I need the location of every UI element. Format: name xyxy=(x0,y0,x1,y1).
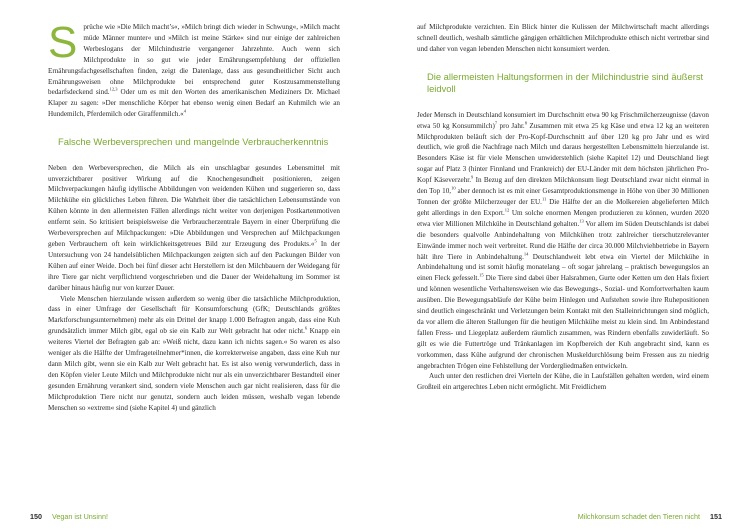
body-text: Jeder Mensch in Deutschland konsumiert im Durchschnitt etwa 90 kg Frischmilcherzeugnisse (davon etwa 50 kg Konsummilch) xyxy=(417,110,709,130)
body-text: Die Hälfte der an die Molkereien abgelieferten Milch geht allerdings in den Export. xyxy=(417,197,710,217)
running-title: Vegan ist Unsinn! xyxy=(52,512,108,521)
intro-paragraph xyxy=(48,18,340,120)
body-text: aber dennoch ist es mit einer Gesamtproduktionsmenge in Höhe von über 30 Millionen Tonnen der größte Milcherzeuger der EU. xyxy=(417,187,709,206)
body-text: In Bezug auf den direkten Milchkonsum liegt Deutschland zwar nicht einmal in den Top 10, xyxy=(417,176,709,196)
footnote-ref: 12 xyxy=(504,207,510,213)
body-paragraph xyxy=(48,294,340,414)
body-text: Neben den Werbeversprechen, die Milch als ein unschlagbar gesundes Lebensmittel mit unverzichtbarer positiver Wirkung auf die Knochengesundheit positionieren, zeigen Milchverpackungen häufig idyllische Abbildungen von weidenden Kühen und suggerieren so, dass Milchkühe ein glückliches Leben führen. Die Wahrheit über die tatsächlichen Lebensumstände von Kühen könnte in den allermeisten Fällen allerdings nicht weiter von derjenigen Postkartenmotiven entfernt sein. So kritisiert beispielsweise die Verbraucherzentrale Bayern in einer Überprüfung die Werbeversprechen auf Milchpackungen: »Die Abbildungen und Versprechen auf Milchpackungen geben Verbrauchern oft kein wirklichkeitsgetreues Bild zur Erzeugung des Produkts.« xyxy=(48,163,340,248)
body-text: Die Tiere sind dabei über Halsrahmen, Gurte oder Ketten um den Hals fixiert und können wesentliche Verhaltensweisen wie das Bewegungs-, Sozial- und Komfortverhalten kaum ausüben. Die Bewegungsabläufe der Kühe beim Hinlegen und Aufstehen sowie ihre Ruhepositionen sind deutlich eingeschränkt und Verletzungen beim Kontakt mit den Stalleinrichtungen sind möglich, da vor allem die älteren Stallungen für die heutigen Milchkühe meist zu klein sind. Im Anbindestand fallen Fress- und Liegeplatz außerdem räumlich zusammen, was Rindern ebenfalls zuwiderläuft. So gilt es wie die Futtertröge und Tränkanlagen im Kopfbereich der Kuh angebracht sind, kann es vorkommen, dass Kühe aufgrund der chronischen Muskeldurchlösung beim Fressen aus zu niedrig angebrachten Trögen eine Fehlstellung der Vordergliedmaßen entwickeln. xyxy=(417,274,709,370)
right-text-column xyxy=(417,22,709,393)
footnote-ref: 5 xyxy=(314,238,317,244)
footnote-ref: 9 xyxy=(471,174,474,180)
left-text-column xyxy=(48,18,341,414)
body-text: Viele Menschen hierzulande wissen außerdem so wenig über die tatsächliche Milchproduktion, dass in einer Umfrage der Gesellschaft für Konsumforschung (GfK; Deutschlands größtes Marktforschungsunternehmen) mehr als ein Drittel der knapp 1.000 Befragten angab, dass eine Kuh grundsätzlich immer Milch gibt, egal ob sie ein Kalb zur Welt gebracht hat oder nicht. xyxy=(48,294,340,336)
footnote-ref: 7 xyxy=(494,120,498,126)
body-text: In der Untersuchung von 24 handelsüblichen Milchpackungen zeigten sich auf den Packungen Bilder von Kühen auf einer Weide. Doch bei fünf dieser acht Herstellern ist den Milchbauern der Weidegang für ihre Tiere gar nicht verpflichtend vorgeschrieben und die Dauer der Weidehaltung im Sommer ist darüber hinaus häufig nur von kurzer Dauer. xyxy=(48,240,341,292)
section-heading-haltungsformen: Die allermeisten Haltungsformen in der Milchindustrie sind äußerst leidvoll xyxy=(427,70,704,95)
page-number: 151 xyxy=(710,512,722,521)
body-text: pro Jahr. xyxy=(497,121,525,130)
section-heading-werbeversprechen: Falsche Werbeversprechen und mangelnde Verbraucherkenntnis xyxy=(58,136,329,148)
footnote-ref: 8 xyxy=(524,120,527,126)
footnote-ref: 6 xyxy=(304,325,308,331)
body-text: Zusammen mit etwa 25 kg Käse und etwa 12 kg an weiteren Milchprodukten beläuft sich der Pro-Kopf-Durchschnitt auf über 120 kg pro Jahr und es wird deutlich, wie groß die Nachfrage nach Milch und daraus hergestellten Lebensmitteln hierzulande ist. Besonders Käse ist für viele Menschen unwiderstehlich (siehe Kapitel 12) und Deutschland liegt sogar auf Platz 3 (hinter Finnland und Frankreich) der EU-Länder mit dem höchsten jährlichen Pro-Kopf Käseverzehr. xyxy=(417,121,709,185)
right-footer xyxy=(578,512,722,522)
right-page xyxy=(375,0,750,529)
footnote-ref: 4 xyxy=(183,108,186,114)
footnote-ref: 15 xyxy=(479,272,484,278)
footnote-ref: 11 xyxy=(541,196,547,202)
body-text: auf Milchprodukte verzichten. Ein Blick hinter die Kulissen der Milchwirtschaft macht allerdings schnell deutlich, weshalb sämtliche gängigen erhältlichen Milchprodukte ethisch nicht vertretbar sind und daher von vegan lebenden Menschen nicht konsumiert werden. xyxy=(417,23,709,53)
body-text: Vor allem im Süden Deutschlands ist dabei die besonders qualvolle Anbindehaltung von Milchkühen trotz zahlreicher tierschutzrelevanter Einwände immer noch weit verbreitet. Rund die Hälfte der circa 30.000 Milchviehbetriebe in Bayern hält ihre Tiere in Anbindehaltung. xyxy=(417,219,709,261)
footnote-ref: 10 xyxy=(451,185,456,191)
body-text: Deutschlandweit lebt etwa ein Viertel der Milchkühe in Anbindehaltung und ist somit häufig monatelang – oft sogar jahrelang – praktisch bewegungslos an einen Fleck gefesselt. xyxy=(417,252,709,283)
body-paragraph xyxy=(417,110,709,372)
footnote-ref: 13 xyxy=(579,218,584,224)
drop-cap-letter: S xyxy=(48,18,78,67)
intro-text: prüche wie »Die Milch macht’s«, »Milch bringt dich wieder in Schwung«, »Milch macht müde Männer munter« und »Milch ist meine Stärke« sind nur einige der zahlreichen Werbeslogans der Milchindustrie vergangener Jahrzehnte. Auch wenn sich Milchprodukte in so gut wie jeder Ernährungsempfehlung der offiziellen Ernährungsfachgesellschaften finden, zeigt die Datenlage, dass aus gesundheitlicher Sicht auch Ernährungsweisen ohne Milchprodukte bei entsprechend guter Kostzusammenstellung bedarfsdeckend sind. xyxy=(48,23,340,97)
body-paragraph xyxy=(417,371,709,393)
intro-text-tail: Oder um es mit den Worten des amerikanischen Mediziners Dr. Michael Klaper zu sagen: »Der menschliche Körper hat ebenso wenig einen Bedarf an Kuhmilch wie an Hundemilch, Pferdemilch oder Giraffenmilch.« xyxy=(48,88,340,119)
body-text: Um solche enormen Mengen produzieren zu können, wurden 2020 etwa vier Millionen Milchkühe in Deutschland gehalten. xyxy=(417,208,709,228)
body-paragraph xyxy=(417,22,709,55)
body-paragraph xyxy=(48,163,340,294)
footnote-ref: 12,3 xyxy=(109,87,118,93)
left-footer xyxy=(30,512,108,522)
footnote-ref: 14 xyxy=(523,251,529,257)
page-number: 150 xyxy=(30,512,42,521)
body-text: Knapp ein weiteres Viertel der Befragten gab an: »Weiß nicht, dazu kann ich nichts sagen.« So waren es also weniger als die Hälfte der Umfrageteilnehmer*innen, die korrekterweise angaben, dass eine Kuh nur dann Milch gibt, wenn sie ein Kalb zur Welt gebracht hat. Es ist also wenig verwunderlich, dass in den Köpfen vieler Leute Milch und Milchprodukte nicht nur als ein unverzichtbarer Bestandteil einer gesunden Ernährung verankert sind, sondern viele Menschen auch gar nicht realisieren, dass für die Milchproduktion Tiere nicht nur genutzt, sondern auch leiden müssen, weshalb vegan lebende Menschen so »extrem« sind (siehe Kapitel 4) und gänzlich xyxy=(48,327,340,412)
running-title: Milchkonsum schadet den Tieren nicht xyxy=(577,512,700,521)
body-text: Auch unter den restlichen drei Vierteln der Kühe, die in Laufställen gehalten werden, wird einem Großteil ein artgerechtes Leben nicht ermöglicht. Mit Freidlichem xyxy=(417,372,709,392)
